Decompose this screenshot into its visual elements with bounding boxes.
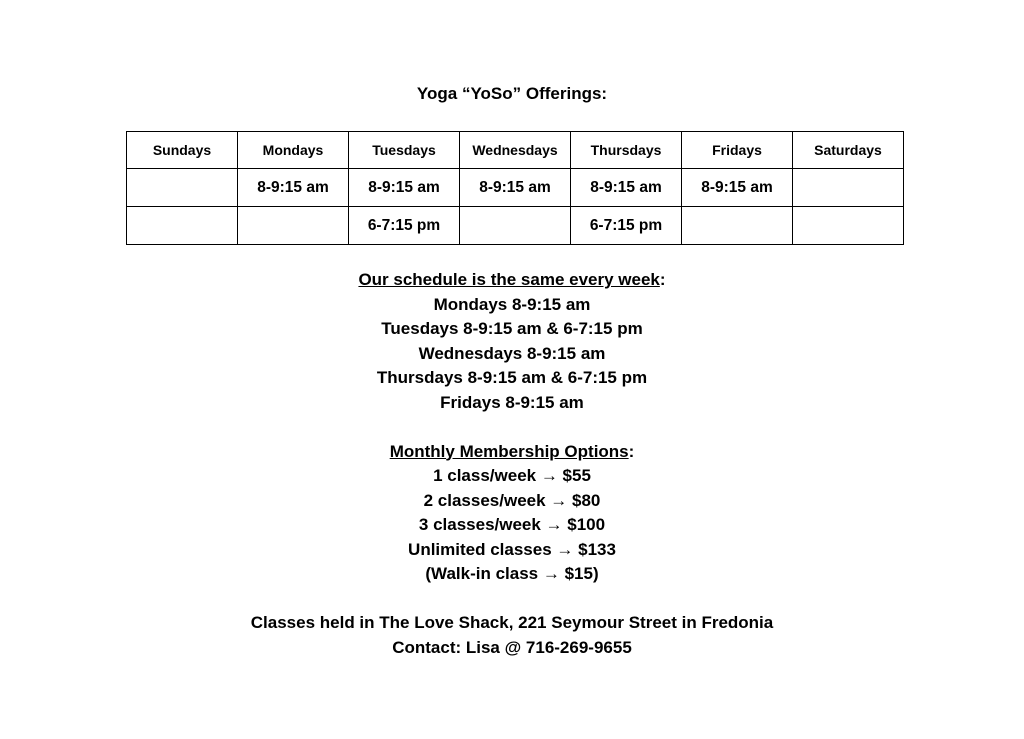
schedule-line-thursdays: Thursdays 8-9:15 am & 6-7:15 pm <box>376 368 648 387</box>
table-cell <box>793 207 904 245</box>
info-section <box>0 268 1024 660</box>
schedule-line-mondays: Mondays 8-9:15 am <box>433 294 591 314</box>
table-cell: 8-9:15 am <box>349 169 460 207</box>
membership-option-1: 1 class/week → $55 <box>433 466 591 485</box>
spacer <box>0 587 1024 612</box>
table-row <box>127 169 904 207</box>
table-cell <box>682 207 793 245</box>
table-row <box>127 207 904 245</box>
table-header-row <box>127 132 904 169</box>
schedule-heading-line <box>0 268 1024 293</box>
header-sundays: Sundays <box>127 132 238 169</box>
table-cell: 8-9:15 am <box>460 169 571 207</box>
spacer <box>0 415 1024 440</box>
table-cell <box>238 207 349 245</box>
membership-option-walk-in: (Walk-in class → $15) <box>425 564 599 583</box>
schedule-line-wednesdays: Wednesdays 8-9:15 am <box>418 343 606 363</box>
page-title: Yoga “YoSo” Offerings: <box>416 84 608 103</box>
table-cell: 8-9:15 am <box>571 169 682 207</box>
header-thursdays: Thursdays <box>571 132 682 169</box>
table-cell: 6-7:15 pm <box>349 207 460 245</box>
table-cell: 6-7:15 pm <box>571 207 682 245</box>
table-cell: 8-9:15 am <box>238 169 349 207</box>
header-tuesdays: Tuesdays <box>349 132 460 169</box>
schedule-line-fridays: Fridays 8-9:15 am <box>440 392 584 412</box>
schedule-heading-colon: : <box>659 270 666 289</box>
header-saturdays: Saturdays <box>793 132 904 169</box>
table-cell <box>127 207 238 245</box>
table-cell <box>460 207 571 245</box>
header-wednesdays: Wednesdays <box>460 132 571 169</box>
schedule-table <box>126 131 904 245</box>
contact-line: Contact: Lisa @ 716-269-9655 <box>392 637 632 657</box>
membership-option-unlimited: Unlimited classes → $133 <box>408 539 616 559</box>
header-mondays: Mondays <box>238 132 349 169</box>
location-line: Classes held in The Love Shack, 221 Seymour Street in Fredonia <box>250 613 774 632</box>
membership-heading-colon: : <box>628 441 635 461</box>
membership-option-3: 3 classes/week → $100 <box>418 515 606 534</box>
membership-heading-line <box>0 440 1024 465</box>
membership-heading: Monthly Membership Options <box>389 441 629 461</box>
schedule-line-tuesdays: Tuesdays 8-9:15 am & 6-7:15 pm <box>381 319 643 338</box>
header-fridays: Fridays <box>682 132 793 169</box>
table-cell <box>793 169 904 207</box>
schedule-heading: Our schedule is the same every week <box>358 270 660 289</box>
membership-option-2: 2 classes/week → $80 <box>423 490 601 510</box>
table-cell <box>127 169 238 207</box>
table-cell: 8-9:15 am <box>682 169 793 207</box>
